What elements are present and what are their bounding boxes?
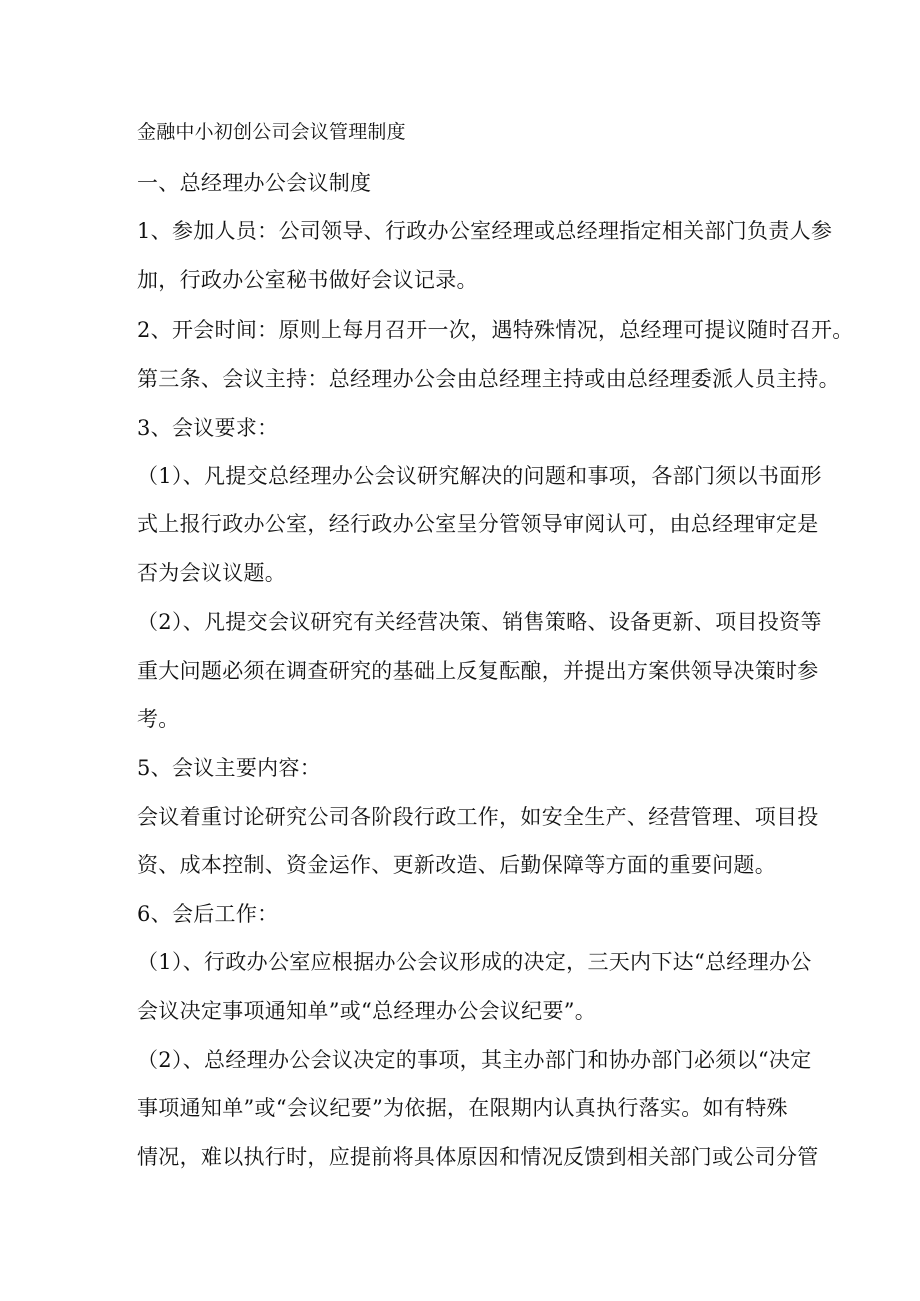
paragraph-line: （1）、行政办公室应根据办公会议形成的决定，三天内下达“总经理办公: [137, 950, 812, 974]
section-heading: 一、总经理办公会议制度: [137, 171, 372, 195]
document-title: 金融中小初创公司会议管理制度: [137, 121, 406, 143]
paragraph-line: （1）、凡提交总经理办公会议研究解决的问题和事项，各部门须以书面形: [137, 464, 822, 488]
paragraph-line: 6、会后工作：: [137, 902, 279, 926]
paragraph-line: 式上报行政办公室，经行政办公室呈分管领导审阅认可，由总经理审定是: [137, 512, 819, 536]
paragraph-line: 会议决定事项通知单”或“总经理办公会议纪要”。: [137, 999, 597, 1023]
paragraph-line: 加，行政办公室秘书做好会议记录。: [137, 268, 478, 292]
paragraph-line: 事项通知单”或“会议纪要”为依据，在限期内认真执行落实。如有特殊: [137, 1096, 788, 1120]
paragraph-line: 1、参加人员：公司领导、行政办公室经理或总经理指定相关部门负责人参: [137, 219, 833, 243]
paragraph-line: 5、会议主要内容：: [137, 756, 322, 780]
paragraph-line: 重大问题必须在调查研究的基础上反复酝酿，并提出方案供领导决策时参: [137, 659, 819, 683]
paragraph-line: （2）、总经理办公会议决定的事项，其主办部门和协办部门必须以“决定: [137, 1048, 812, 1072]
paragraph-line: 资、成本控制、资金运作、更新改造、后勤保障等方面的重要问题。: [137, 853, 776, 877]
paragraph-line: 2、开会时间：原则上每月召开一次，遇特殊情况，总经理可提议随时召开。: [137, 318, 854, 342]
paragraph-line: 3、会议要求：: [137, 416, 279, 440]
paragraph-line: 第三条、会议主持：总经理办公会由总经理主持或由总经理委派人员主持。: [137, 367, 840, 391]
paragraph-line: 否为会议议题。: [137, 561, 287, 585]
paragraph-line: 会议着重讨论研究公司各阶段行政工作，如安全生产、经营管理、项目投: [137, 805, 819, 829]
paragraph-line: 情况，难以执行时，应提前将具体原因和情况反馈到相关部门或公司分管: [137, 1145, 819, 1169]
paragraph-line: 考。: [137, 707, 180, 731]
paragraph-line: （2）、凡提交会议研究有关经营决策、销售策略、设备更新、项目投资等: [137, 610, 822, 634]
